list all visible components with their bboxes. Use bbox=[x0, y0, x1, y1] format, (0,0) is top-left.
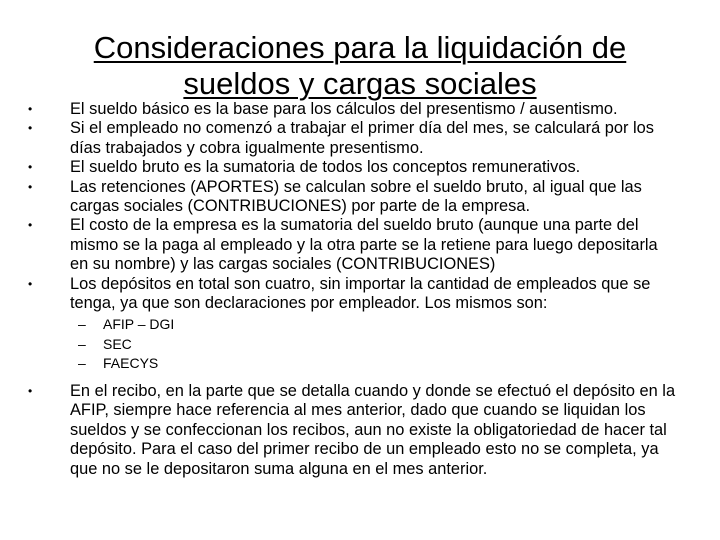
sub-item-text: AFIP – DGI bbox=[103, 316, 175, 333]
sub-list-item bbox=[20, 315, 680, 335]
bullet-text: El sueldo bruto es la sumatoria de todos los conceptos remunerativos. bbox=[70, 158, 581, 177]
bullet-text: En el recibo, en la parte que se detalla cuando y donde se efectuó el depósito en la AFIP, siempre hace referencia al mes anterior, dado que cuando se liquidan los sueldos y se confeccionan los recibos, aun no existe la obligatoriedad de hacer tal depósito. Para el caso del primer recibo de un empleado esto no se completa, ya que no se le depositaron suma alguna en el mes anterior. bbox=[70, 381, 676, 478]
bullet-item bbox=[20, 158, 680, 177]
bullet-item bbox=[20, 216, 680, 274]
dash-icon: – bbox=[78, 355, 86, 372]
dash-icon: – bbox=[78, 316, 86, 333]
bullet-icon: • bbox=[28, 179, 33, 194]
bullet-text: El costo de la empresa es la sumatoria del sueldo bruto (aunque una parte del mismo se la paga al empleado y la otra parte se la retiene para luego depositarla en su nombre) y las cargas sociales (CONTRIBUCIONES) bbox=[70, 216, 658, 274]
bullet-icon: • bbox=[28, 383, 33, 398]
bullet-text: Los depósitos en total son cuatro, sin importar la cantidad de empleados que se tenga, ya que son declaraciones por empleador. Los mismos son: bbox=[70, 274, 651, 313]
bullet-item bbox=[20, 382, 680, 479]
sub-list-item bbox=[20, 335, 680, 355]
bullet-icon: • bbox=[28, 102, 33, 116]
bullet-text: El sueldo básico es la base para los cálculos del presentismo / ausentismo. bbox=[70, 100, 618, 118]
bullet-icon: • bbox=[28, 218, 33, 233]
sub-list-item bbox=[20, 354, 680, 374]
bullet-item bbox=[20, 100, 680, 119]
bullet-item bbox=[20, 275, 680, 314]
bullet-icon: • bbox=[28, 160, 33, 175]
bullet-text: Las retenciones (APORTES) se calculan sobre el sueldo bruto, al igual que las cargas sociales (CONTRIBUCIONES) por parte de la empresa. bbox=[70, 177, 642, 216]
dash-icon: – bbox=[78, 335, 86, 352]
bullet-item bbox=[20, 178, 680, 217]
slide-title: Consideraciones para la liquidación de sueldos y cargas sociales bbox=[93, 30, 627, 101]
bullet-text: Si el empleado no comenzó a trabajar el primer día del mes, se calculará por los días trabajados y cobra igualmente presentismo. bbox=[70, 119, 654, 157]
bullet-list bbox=[20, 100, 680, 479]
sub-item-text: SEC bbox=[103, 335, 132, 352]
sub-list bbox=[20, 315, 680, 374]
bullet-item bbox=[20, 119, 680, 158]
bullet-icon: • bbox=[28, 276, 33, 291]
sub-item-text: FAECYS bbox=[103, 355, 159, 372]
sub-list-container bbox=[20, 315, 680, 374]
bullet-icon: • bbox=[28, 121, 33, 136]
